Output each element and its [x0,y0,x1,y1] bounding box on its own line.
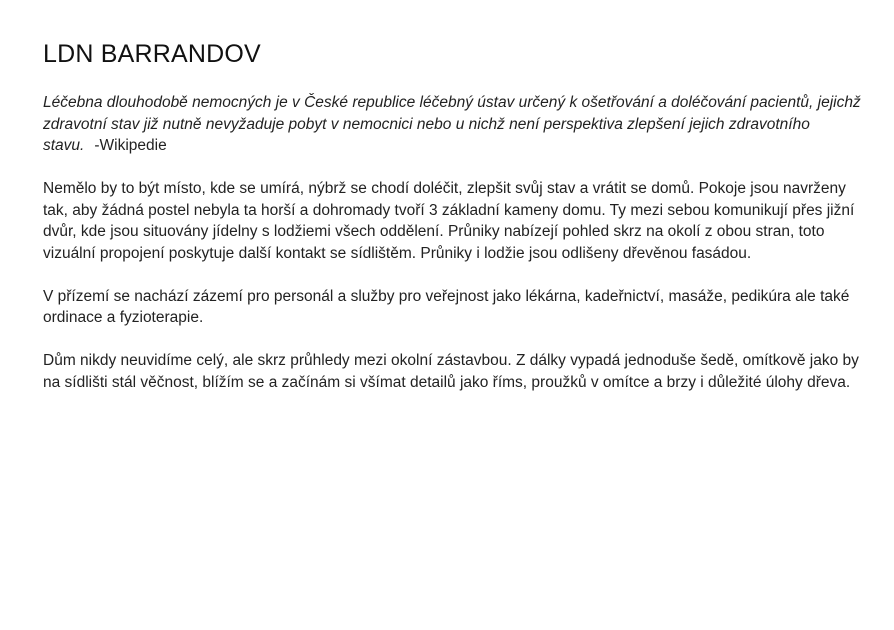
page-title: LDN BARRANDOV [43,40,261,68]
body-paragraph-2: V přízemí se nachází zázemí pro personál a služby pro veřejnost jako lékárna, kadeřnictví, masáže, pedikúra ale také ordinace a fyzioterapie. [43,287,850,326]
document-page [43,38,863,415]
body-paragraph-3: Dům nikdy neuvidíme celý, ale skrz průhledy mezi okolní zástavbou. Z dálky vypadá jednoduše šedě, omítkově jako by na sídlišti stál věčnost, blížím se a začínám si všímat detailů jako říms, proužků v omítce a brzy i důležité úlohy dřeva. [43,352,859,391]
quote-text: Léčebna dlouhodobě nemocných je v České republice léčebný ústav určený k ošetřování a doléčování pacientů, jejichž zdravotní stav již nutně nevyžaduje pobyt v nemocnici nebo u nichž není perspektiva zlepšení jejich zdravotního stavu. [43,94,861,154]
body-paragraph-1: Nemělo by to být místo, kde se umírá, nýbrž se chodí doléčit, zlepšit svůj stav a vrátit se domů. Pokoje jsou navrženy tak, aby žádná postel nebyla ta horší a dohromady tvoří 3 základní kameny domu. Ty mezi sebou komunikují přes jižní dvůr, kde jsou situovány jídelny s lodžiemi všech oddělení. Průniky nabízejí pohled skrz na okolí z obou stran, toto vizuální propojení poskytuje další kontakt se sídlištěm. Průniky i lodžie jsou odlišeny dřevěnou fasádou. [43,180,855,262]
quote-paragraph [43,92,863,157]
quote-source: -Wikipedie [94,137,167,154]
